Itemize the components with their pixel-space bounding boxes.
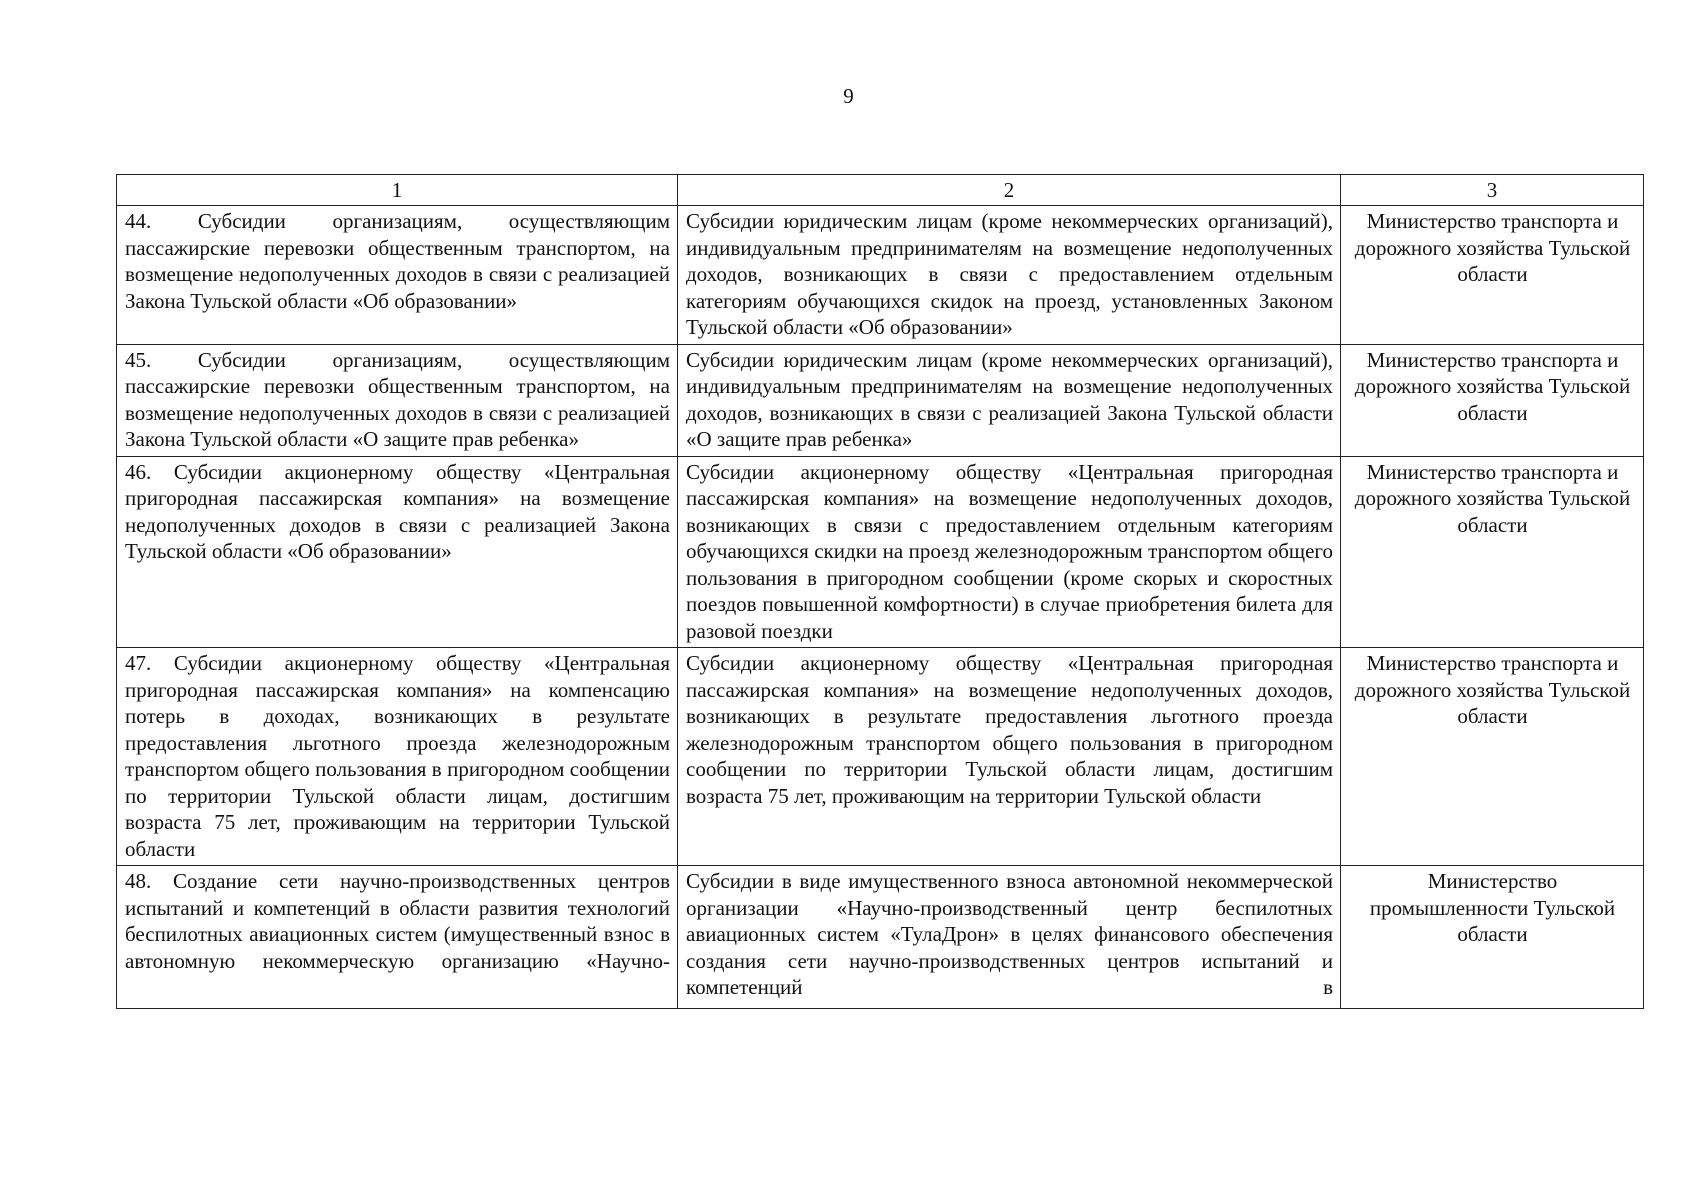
column-header-1: 1 <box>117 175 678 206</box>
subsidy-description-cell: Субсидии акционерному обществу «Центральная пригородная пассажирская компания» на возмещение недополученных доходов, возникающих в связи с предоставлением отдельным категориям обучающихся скидки на проезд железнодорожным транспортом общего пользования в пригородном сообщении (кроме скорых и скоростных поездов повышенной комфортности) в случае приобретения билета для разовой поездки <box>678 456 1341 648</box>
subsidy-name-cell: 44. Субсидии организациям, осуществляющим пассажирские перевозки общественным транспортом, на возмещение недополученных доходов в связи с реализацией Закона Тульской области «Об образовании» <box>117 206 678 345</box>
subsidy-name-cell: 45. Субсидии организациям, осуществляющим пассажирские перевозки общественным транспортом, на возмещение недополученных доходов в связи с реализацией Закона Тульской области «О защите прав ребенка» <box>117 344 678 456</box>
table-row <box>117 206 1644 345</box>
subsidy-name-cell: 47. Субсидии акционерному обществу «Центральная пригородная пассажирская компания» на компенсацию потерь в доходах, возникающих в результате предоставления льготного проезда железнодорожным транспортом общего пользования в пригородном сообщении по территории Тульской области лицам, достигшим возраста 75 лет, проживающим на территории Тульской области <box>117 648 678 866</box>
subsidy-description-cell: Субсидии акционерному обществу «Центральная пригородная пассажирская компания» на возмещение недополученных доходов, возникающих в результате предоставления льготного проезда железнодорожным транспортом общего пользования в пригородном сообщении по территории Тульской области лицам, достигшим возраста 75 лет, проживающим на территории Тульской области <box>678 648 1341 866</box>
responsible-ministry-cell: Министерство транспорта и дорожного хозяйства Тульской области <box>1341 648 1644 866</box>
subsidy-description-cell: Субсидии юридическим лицам (кроме некоммерческих организаций), индивидуальным предпринимателям на возмещение недополученных доходов, возникающих в связи с реализацией Закона Тульской области «О защите прав ребенка» <box>678 344 1341 456</box>
column-header-2: 2 <box>678 175 1341 206</box>
responsible-ministry-cell: Министерство промышленности Тульской области <box>1341 866 1644 1009</box>
table-row <box>117 456 1644 648</box>
subsidies-table <box>116 174 1644 1009</box>
table-row <box>117 866 1644 1009</box>
table-row <box>117 344 1644 456</box>
page-number: 9 <box>843 84 854 108</box>
subsidy-description-text: Субсидии в виде имущественного взноса автономной некоммерческой организации «Научно-производственный центр беспилотных авиационных систем «ТулаДрон» в целях финансового обеспечения создания сети научно-производственных центров испытаний и компетенций в <box>686 869 1333 999</box>
responsible-ministry-cell: Министерство транспорта и дорожного хозяйства Тульской области <box>1341 206 1644 345</box>
responsible-ministry-cell: Министерство транспорта и дорожного хозяйства Тульской области <box>1341 456 1644 648</box>
subsidy-name-text: 48. Создание сети научно-производственных центров испытаний и компетенций в области развития технологий беспилотных авиационных систем (имущественный взнос в автономную некоммерческую организацию «Научно- <box>125 869 670 973</box>
responsible-ministry-cell: Министерство транспорта и дорожного хозяйства Тульской области <box>1341 344 1644 456</box>
table-row <box>117 648 1644 866</box>
table-header-row <box>117 175 1644 206</box>
subsidy-description-cell <box>678 866 1341 1009</box>
subsidy-name-cell: 46. Субсидии акционерному обществу «Центральная пригородная пассажирская компания» на возмещение недополученных доходов в связи с реализацией Закона Тульской области «Об образовании» <box>117 456 678 648</box>
column-header-3: 3 <box>1341 175 1644 206</box>
subsidy-description-cell: Субсидии юридическим лицам (кроме некоммерческих организаций), индивидуальным предпринимателям на возмещение недополученных доходов, возникающих в связи с предоставлением отдельным категориям обучающихся скидок на проезд, установленных Законом Тульской области «Об образовании» <box>678 206 1341 345</box>
subsidy-name-cell <box>117 866 678 1009</box>
